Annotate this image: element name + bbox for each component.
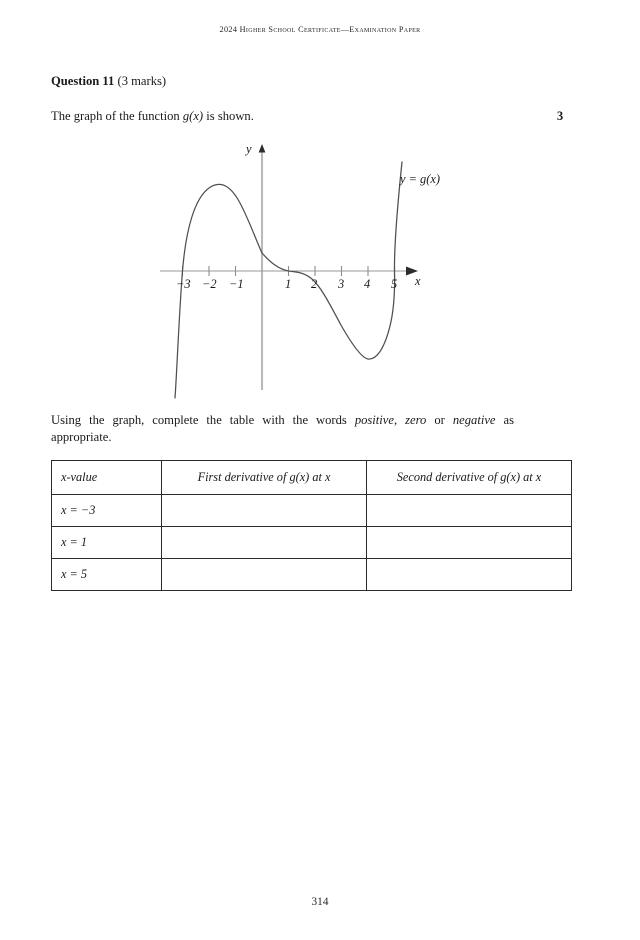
answer-cell-first-derivative[interactable] (162, 559, 367, 591)
page-number: 314 (311, 896, 329, 908)
x-tick-label-2: 2 (311, 277, 318, 291)
x-tick-label-3: 3 (338, 277, 345, 291)
table-row (52, 527, 572, 559)
curve-label: y = g(x) (400, 172, 441, 186)
question-mark-value: 3 (556, 109, 564, 123)
answer-cell-first-derivative[interactable] (162, 495, 367, 527)
x-tick-label-1: 1 (285, 277, 292, 291)
instruction-part1: Using the graph, complete the table with the words (51, 413, 355, 427)
y-axis-label: y (246, 142, 252, 156)
row-x-value: x = 5 (52, 559, 162, 591)
x-tick-label-neg1: −1 (229, 277, 244, 291)
instruction-part2: as appropriate. (51, 413, 514, 444)
x-tick-label-neg3: −3 (176, 277, 191, 291)
question-heading (51, 74, 166, 89)
row-x-value: x = 1 (52, 527, 162, 559)
instruction-paragraph (51, 412, 514, 446)
x-axis-label: x (415, 274, 421, 288)
x-tick-label-4: 4 (364, 277, 371, 291)
question-label: Question 11 (51, 74, 115, 88)
graph-figure (150, 140, 480, 405)
x-tick-label-neg2: −2 (202, 277, 217, 291)
answer-cell-second-derivative[interactable] (367, 527, 572, 559)
table-header-first-derivative: First derivative of g(x) at x (162, 461, 367, 495)
table-row (52, 495, 572, 527)
x-tick-label-5: 5 (391, 277, 398, 291)
keyword-zero: zero (405, 413, 427, 427)
prompt-text-before: The graph of the function (51, 109, 183, 123)
y-axis-arrowhead (259, 144, 266, 153)
answer-cell-second-derivative[interactable] (367, 559, 572, 591)
prompt-function-name: g(x) (182, 109, 204, 123)
row-x-value: x = −3 (52, 495, 162, 527)
prompt-text-after: is shown. (203, 109, 254, 123)
table-header-second-derivative: Second derivative of g(x) at x (367, 461, 572, 495)
keyword-positive: positive (354, 413, 394, 427)
question-marks: (3 marks) (117, 74, 167, 88)
table-row (52, 559, 572, 591)
answer-table (51, 460, 572, 591)
table-header-x-value: x-value (52, 461, 162, 495)
running-header: 2024 Higher School Certificate—Examination Paper (219, 25, 421, 34)
instruction-sep1: , (393, 413, 406, 427)
answer-cell-second-derivative[interactable] (367, 495, 572, 527)
table-header-row (52, 461, 572, 495)
keyword-negative: negative (452, 413, 496, 427)
question-prompt (51, 109, 254, 124)
instruction-sep2: or (426, 413, 453, 427)
answer-cell-first-derivative[interactable] (162, 527, 367, 559)
